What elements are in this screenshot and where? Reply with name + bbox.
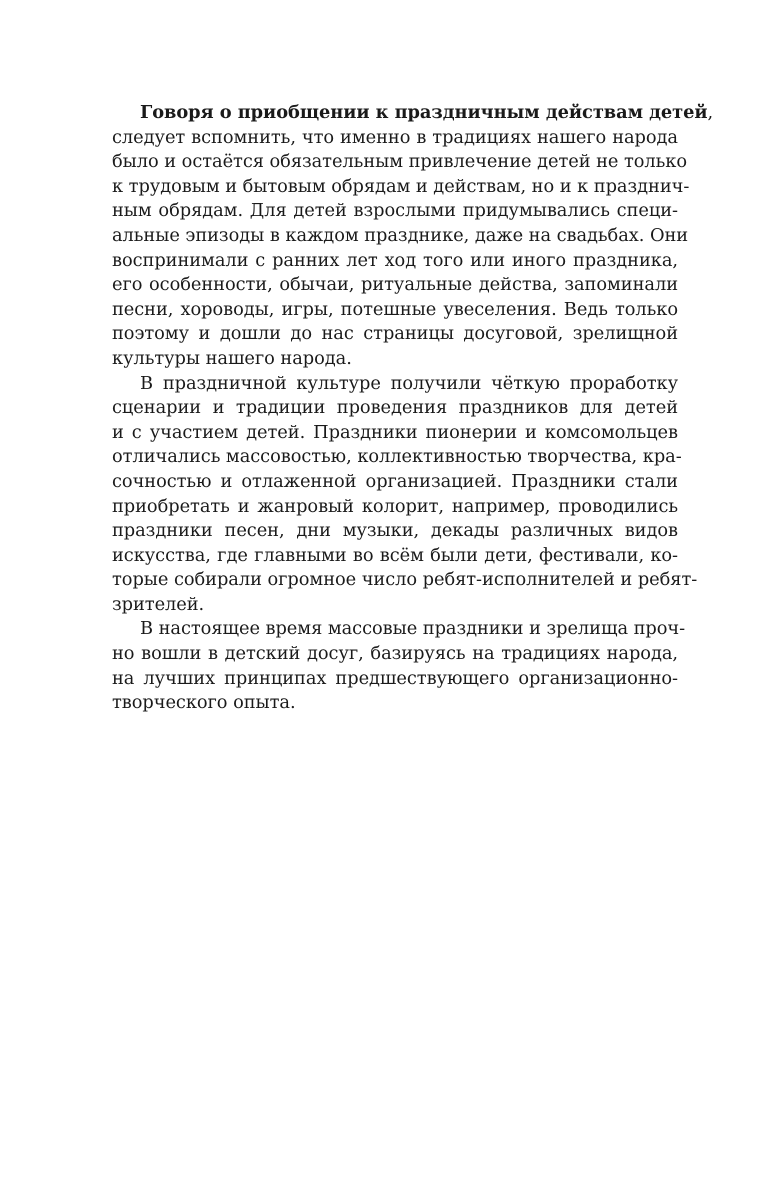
paragraph-3 — [112, 617, 686, 715]
text-line: ным обрядам. Для детей взрослыми придумывались специ- — [112, 200, 678, 222]
text-line: и с участием детей. Праздники пионерии и комсомольцев — [112, 421, 678, 443]
text-line-first: В праздничной культуре получили чёткую проработку — [140, 372, 678, 394]
paragraph-2 — [112, 372, 698, 618]
text-line-last: культуры нашего народа. — [112, 347, 352, 369]
text-line: было и остаётся обязательным привлечение детей не только — [112, 151, 688, 173]
text-line: поэтому и дошли до нас страницы досуговой, зрелищной — [112, 323, 678, 345]
text-line: но вошли в детский досуг, базируясь на традициях народа, — [112, 643, 678, 665]
text-line: отличались массовостью, коллективностью творчества, кра- — [112, 446, 682, 468]
text-line: его особенности, обычаи, ритуальные действа, запоминали — [112, 274, 678, 296]
paragraph-1-line-1 — [112, 101, 714, 126]
body-text — [112, 101, 714, 716]
text-line: искусства, где главными во всём были дети, фестивали, ко- — [112, 544, 678, 566]
paragraph-1 — [112, 101, 714, 372]
text-line: приобретать и жанровый колорит, например, проводились — [112, 495, 678, 517]
text-line: к трудовым и бытовым обрядам и действам, но и к празднич- — [112, 175, 690, 197]
text-line: сочностью и отлаженной организацией. Праздники стали — [112, 470, 678, 492]
text-line: праздники песен, дни музыки, декады различных видов — [112, 520, 678, 542]
text-line: торые собирали огромное число ребят-исполнителей и ребят- — [112, 569, 698, 591]
lead-heading: Говоря о приобщении к праздничным действам детей — [140, 102, 708, 123]
text-line-last: зрителей. — [112, 593, 205, 615]
text-line-first: В настоящее время массовые праздники и зрелища проч- — [140, 618, 686, 640]
text-line: альные эпизоды в каждом празднике, даже на свадьбах. Они — [112, 224, 689, 246]
text-line: следует вспомнить, что именно в традициях нашего народа — [112, 126, 678, 148]
text-line: на лучших принципах предшествующего организационно- — [112, 667, 678, 689]
text-line-last: творческого опыта. — [112, 692, 296, 714]
text-line: воспринимали с ранних лет ход того или иного праздника, — [112, 249, 678, 271]
text-line: песни, хороводы, игры, потешные увеселения. Ведь только — [112, 298, 678, 320]
text-line: сценарии и традиции проведения праздников для детей — [112, 397, 678, 419]
lead-punctuation: , — [707, 102, 714, 123]
